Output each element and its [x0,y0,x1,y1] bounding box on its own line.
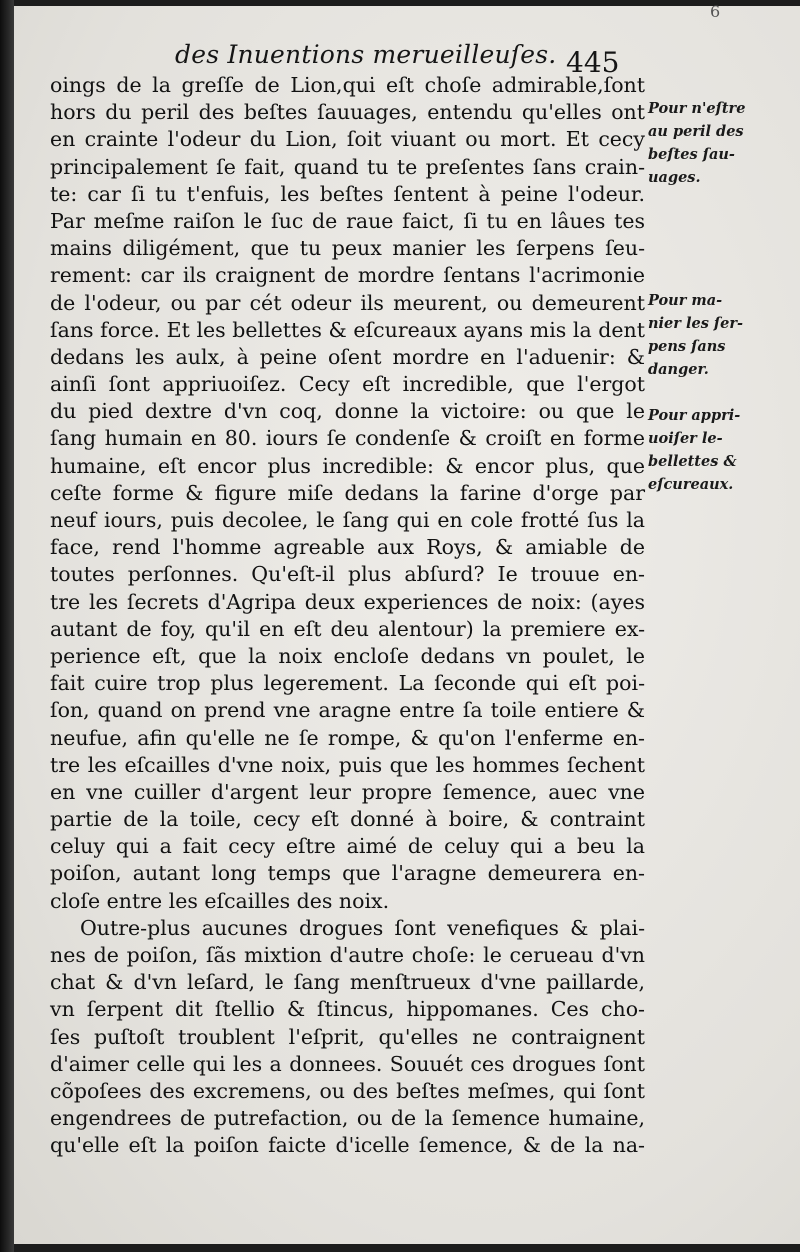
margin-note-line: uages. [648,169,701,186]
text-line: mains diligément, que tu peux manier les ſerpens ſeu- [50,236,645,261]
text-line: tre les ſecrets d'Agripa deux experiences de noix: (ayes [50,589,645,614]
margin-note-line: danger. [648,361,709,378]
text-line: toutes perſonnes. Qu'eſt-il plus abſurd? Ie trouue en- [50,562,645,587]
margin-note-line: pens ſans [648,338,726,355]
text-line: dedans les aulx, à peine oſent mordre en l'aduenir: & [50,344,645,369]
main-text-block [50,72,645,1160]
margin-note-serpents [648,289,798,381]
text-line: oings de la greſſe de Lion,qui eſt choſe admirable,ſont [50,73,645,97]
text-line: en crainte l'odeur du Lion, ſoit viuant ou mort. Et cecy [50,127,645,152]
margin-note-line: Pour ma- [648,292,723,309]
text-line: celuy qui a fait cecy eſtre aimé de celuy qui a beu la [50,834,645,859]
text-line: ſans force. Et les bellettes & eſcureaux ayans mis la dent [50,317,645,342]
margin-note-line: bellettes & [648,453,737,470]
text-line: en vne cuiller d'argent leur propre ſemence, auec vne [50,779,645,804]
text-line: principalement ſe fait, quand tu te preſentes ſans crain- [50,154,645,179]
text-line: ainſi ſont appriuoiſez. Cecy eſt incredible, que l'ergot [50,372,645,397]
text-line: te: car ſi tu t'enfuis, les beſtes ſentent à peine l'odeur. [50,181,645,206]
text-line: tre les eſcailles d'vne noix, puis que les hommes ſechent [50,752,645,777]
margin-note-weasels [648,404,798,496]
text-line: cõpoſees des excremens, ou des beſtes meſmes, qui ſont [50,1078,645,1103]
text-line: cloſe entre les eſcailles des noix. [50,888,390,913]
text-line: de l'odeur, ou par cét odeur ils meurent, ou demeurent [50,290,645,315]
margin-note-line: uoiſer le- [648,430,723,447]
text-line: hors du peril des beſtes ſauuages, entendu qu'elles ont [50,100,645,125]
margin-note-line: Pour appri- [648,407,741,424]
text-line: neuf iours, puis decolee, le ſang qui en cole frotté ſus la [50,508,645,532]
text-line: humaine, eſt encor plus incredible: & encor plus, que [50,453,645,478]
text-line: nes de poiſon, ſãs mixtion d'autre choſe: le cerueau d'vn [50,943,645,967]
text-line: poiſon, autant long temps que l'aragne demeurera en- [50,861,645,886]
margin-note-line: au peril des [648,123,744,140]
text-line: ceſte forme & figure miſe dedans la farine d'orge par [50,480,645,505]
top-mark: 6 [710,2,721,21]
page-number: 445 [566,46,620,79]
running-title: des Inuentions merueilleuſes. [175,40,557,69]
margin-note-line: eſcureaux. [648,476,734,493]
text-line: autant de foy, qu'il en eſt deu alentour) la premiere ex- [50,616,645,641]
text-line: face, rend l'homme agreable aux Roys, & amiable de [50,535,645,560]
text-line: ſon, quand on prend vne aragne entre ſa toile entiere & [50,698,645,723]
text-line: neufue, afin qu'elle ne ſe rompe, & qu'on l'enferme en- [50,725,645,750]
text-line: Outre-plus aucunes drogues ſont venefiques & plai- [80,915,645,940]
margin-note-line: Pour n'eſtre [648,100,746,117]
text-line: chat & d'vn leſard, le ſang menſtrueux d'vne paillarde, [50,970,645,995]
text-line: perience eſt, que la noix encloſe dedans vn poulet, le [50,643,645,668]
text-line: d'aimer celle qui les a donnees. Souuét ces drogues ſont [50,1051,645,1076]
text-line: engendrees de putrefaction, ou de la ſemence humaine, [50,1106,645,1131]
text-line: vn ſerpent dit ſtellio & ſtincus, hippomanes. Ces cho- [50,997,645,1022]
page-gutter-shadow [0,0,14,1252]
text-line: du pied dextre d'vn coq, donne la victoire: ou que le [50,399,645,424]
text-line: ſang humain en 80. iours ſe condenſe & croiſt en forme [50,426,645,451]
text-line: fait cuire trop plus legerement. La ſeconde qui eſt poi- [50,671,645,696]
text-line: ſes puſtoſt troublent l'eſprit, qu'elles ne contraignent [50,1024,645,1049]
margin-note-line: nier les ſer- [648,315,744,332]
margin-note-line: beſtes ſau- [648,146,735,163]
margin-note-beasts [648,97,798,189]
text-line: partie de la toile, cecy eſt donné à boire, & contraint [50,807,645,832]
text-line: qu'elle eſt la poiſon faicte d'icelle ſemence, & de la na- [50,1133,645,1158]
text-line: Par meſme raiſon le ſuc de raue faict, ſi tu en lâues tes [50,208,645,233]
text-line: rement: car ils craignent de mordre ſentans l'acrimonie [50,263,645,288]
